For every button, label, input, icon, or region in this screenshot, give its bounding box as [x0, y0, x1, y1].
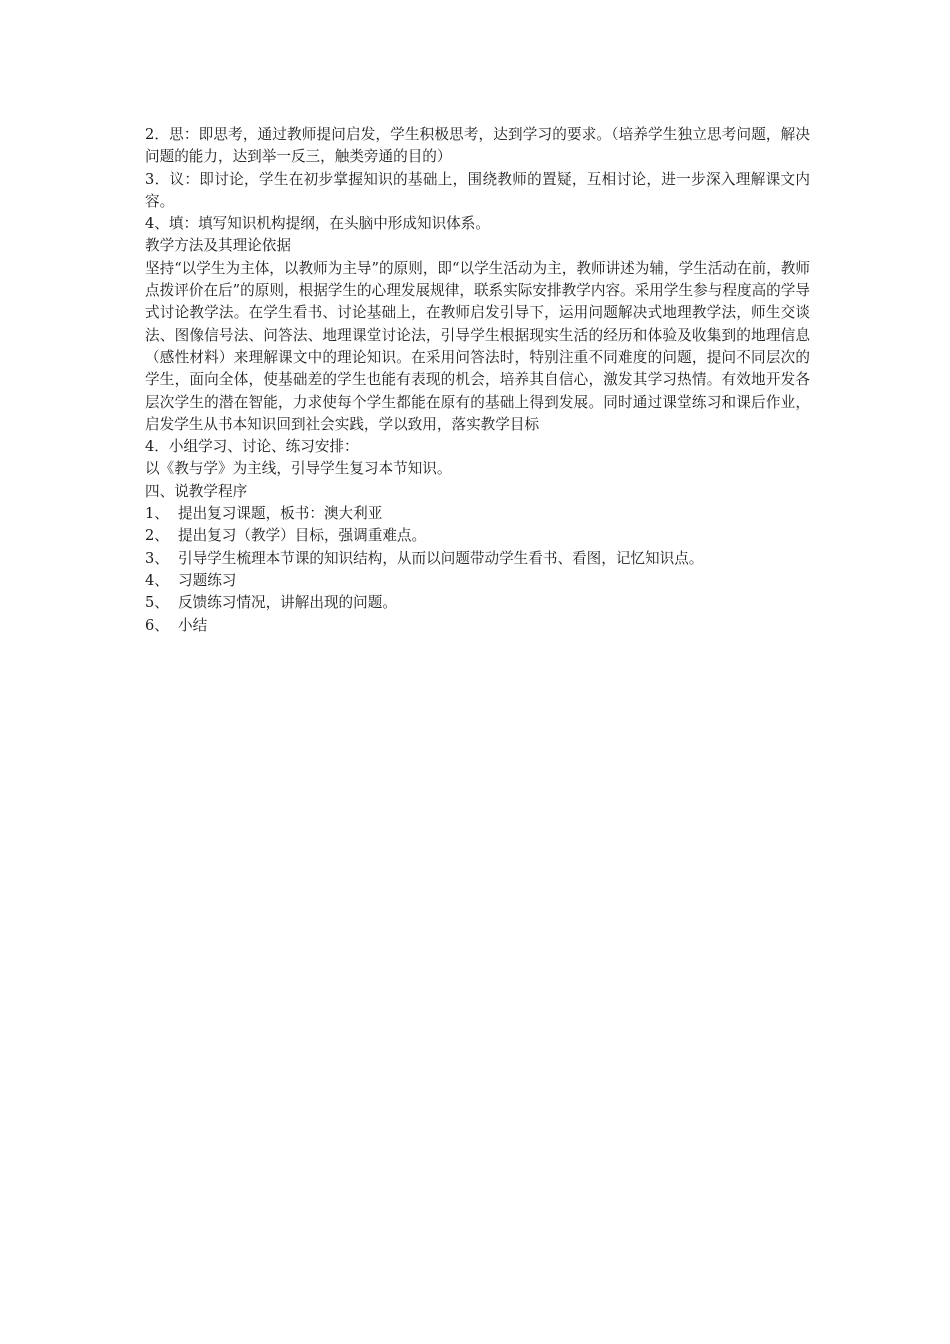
procedure-item-number: 5、 [145, 594, 169, 612]
paragraph-discuss: 3．议：即讨论，学生在初步掌握知识的基础上，围绕教师的置疑，互相讨论，进一步深入理解课文内容。 [145, 170, 810, 210]
procedure-item-1 [145, 503, 810, 525]
method-body: 坚持“以学生为主体，以教师为主导”的原则，即“以学生活动为主，教师讲述为辅，学生活动在前，教师点拨评价在后”的原则，根据学生的心理发展规律，联系实际安排教学内容。采用学生参与程度高的学导式讨论教学法。在学生看书、讨论基础上，在教师启发引导下，运用问题解决式地理教学法，师生交谈法、图像信号法、问答法、地理课堂讨论法，引导学生根据现实生活的经历和体验及收集到的地理信息（感性材料）来理解课文中的理论知识。在采用问答法时，特别注重不同难度的问题，提问不同层次的学生，面向全体，使基础差的学生也能有表现的机会，培养其自信心，激发其学习热情。有效地开发各层次学生的潜在智能，力求使每个学生都能在原有的基础上得到发展。同时通过课堂练习和课后作业，启发学生从书本知识回到社会实践，学以致用，落实教学目标 [145, 259, 810, 433]
document-page [145, 124, 810, 637]
procedure-item-2 [145, 525, 810, 547]
procedure-item-text: 引导学生梳理本节课的知识结构，从而以问题带动学生看书、看图，记忆知识点。 [178, 549, 704, 567]
procedure-item-number: 3、 [145, 549, 169, 567]
procedure-item-number: 2、 [145, 527, 169, 545]
procedure-item-3 [145, 548, 810, 570]
procedure-heading: 四、说教学程序 [145, 482, 248, 500]
procedure-item-text: 习题练习 [178, 571, 237, 589]
procedure-item-5 [145, 592, 810, 614]
procedure-item-6 [145, 615, 810, 637]
method-heading: 教学方法及其理论依据 [145, 237, 291, 255]
paragraph-fill: 4、填：填写知识机构提纲，在头脑中形成知识体系。 [145, 215, 490, 233]
group-heading: 4．小组学习、讨论、练习安排： [145, 438, 359, 456]
procedure-item-text: 提出复习（教学）目标，强调重难点。 [178, 527, 427, 545]
procedure-item-number: 1、 [145, 505, 169, 523]
paragraph-think: 2．思：即思考，通过教师提问启发，学生积极思考，达到学习的要求。（培养学生独立思考问题，解决问题的能力，达到举一反三，触类旁通的目的） [145, 126, 810, 166]
procedure-item-number: 4、 [145, 571, 169, 589]
procedure-item-text: 提出复习课题，板书：澳大利亚 [178, 505, 383, 523]
group-body: 以《教与学》为主线，引导学生复习本节知识。 [145, 460, 452, 478]
procedure-item-4 [145, 570, 810, 592]
procedure-item-text: 反馈练习情况，讲解出现的问题。 [178, 594, 397, 612]
procedure-item-text: 小结 [178, 616, 208, 634]
procedure-item-number: 6、 [145, 616, 169, 634]
